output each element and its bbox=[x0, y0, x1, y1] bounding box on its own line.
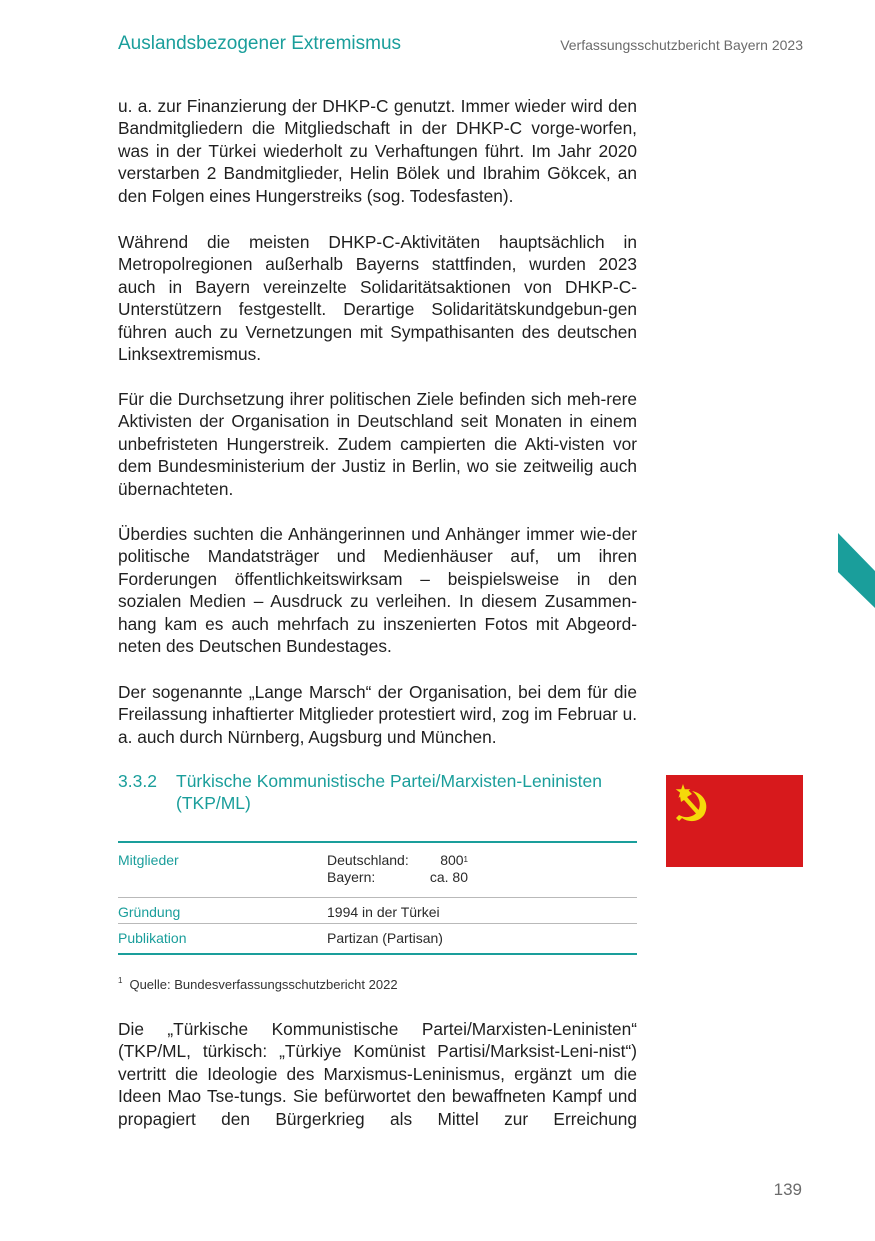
paragraph-text: Der sogenannte „Lange Marsch“ der Organisation, bei dem für die Freilassung inhaftierter Mitglieder protestiert wird, zog im Februar u. a. auch durch Nürnberg, Augsburg und München. bbox=[118, 682, 637, 747]
paragraph-text: Die „Türkische Kommunistische Partei/Marxisten-Leninisten“ (TKP/ML, türkisch: „Türkiye Komünist Partisi/Marksist-Leni-nist“) vertritt die Ideologie des Marxismus-Leninismus, ergänzt um die Ideen Mao Tse-tungs. Sie befürwortet den bewaffneten Kampf und propagiert den Bürgerkrieg als Mittel zur Erreichung bbox=[118, 1019, 637, 1129]
paragraph-6 bbox=[118, 1018, 637, 1130]
paragraph-text: u. a. zur Finanzierung der DHKP-C genutzt. Immer wieder wird den Bandmitgliedern die Mitgliedschaft in der DHKP-C vorge-worfen, was in der Türkei wiederholt zu Verhaftungen führt. Im Jahr 2020 verstarben 2 Bandmitglieder, Helin Bölek und Ibrahim Gökcek, an den Folgen eines Hungerstreiks (sog. Todesfasten). bbox=[118, 96, 637, 206]
footnote-number: 1 bbox=[118, 976, 123, 985]
chapter-tab-marker-icon bbox=[838, 533, 875, 608]
paragraph-3 bbox=[118, 388, 637, 500]
germany-value: $800^1$ bbox=[440, 852, 468, 868]
paragraph-text: Überdies suchten die Anhängerinnen und Anhänger immer wie-der politische Mandatsträger und Medienhäuser auf, um ihren Forderungen öffentlichkeitswirksam – beispielsweise in den sozialen Medien – Ausdruck zu verleihen. In diesem Zusammen-hang kam es auch mehrfach zu inszenierten Fotos mit Abgeord-neten des Deutschen Bundestages. bbox=[118, 524, 637, 657]
paragraph-2 bbox=[118, 231, 637, 365]
founding-label: Gründung bbox=[118, 904, 181, 920]
publication-label: Publikation bbox=[118, 930, 187, 946]
paragraph-text: Während die meisten DHKP-C-Aktivitäten hauptsächlich in Metropolregionen außerhalb Bayerns stattfinden, wurden 2023 auch in Bayern vereinzelte Solidaritätsaktionen von DHKP-C-Unterstützern festgestellt. Derartige Solidaritätskundgebun-gen führen auch zu Vernetzungen mit Sympathisanten des deutschen Linksextremismus. bbox=[118, 232, 637, 365]
section-title: Türkische Kommunistische Partei/Marxisten-Leninisten (TKP/ML) bbox=[176, 771, 602, 813]
table-row bbox=[118, 843, 637, 897]
running-header-report: Verfassungsschutzbericht Bayern 2023 bbox=[560, 37, 803, 53]
members-label: Mitglieder bbox=[118, 852, 179, 868]
paragraph-4 bbox=[118, 523, 637, 657]
members-values bbox=[327, 852, 637, 897]
paragraph-5 bbox=[118, 681, 637, 748]
running-header-section: Auslandsbezogener Extremismus bbox=[118, 33, 402, 54]
hammer-sickle-flag-icon bbox=[666, 775, 803, 867]
germany-label: Deutschland: bbox=[327, 852, 409, 868]
bavaria-label: Bayern: bbox=[327, 869, 376, 885]
footnote bbox=[118, 977, 398, 992]
page-number: 139 bbox=[773, 1180, 802, 1199]
fact-table bbox=[118, 841, 637, 955]
founding-value: 1994 in der Türkei bbox=[327, 904, 440, 920]
bavaria-value: ca. 80 bbox=[429, 869, 468, 885]
publication-value: Partizan (Partisan) bbox=[327, 930, 443, 946]
paragraph-text: Für die Durchsetzung ihrer politischen Ziele befinden sich meh-rere Aktivisten der Organisation in Deutschland seit Monaten in einem unbefristeten Hungerstreik. Zudem campierten die Akti-visten vor dem Bundesministerium der Justiz in Berlin, wo sie zeitweilig auch übernachteten. bbox=[118, 389, 637, 499]
paragraph-1 bbox=[118, 95, 637, 207]
footnote-text: Quelle: Bundesverfassungsschutzbericht 2022 bbox=[129, 977, 398, 992]
footnote-ref: 1 bbox=[463, 855, 468, 864]
table-row bbox=[118, 897, 637, 923]
section-number: 3.3.2 bbox=[118, 771, 157, 791]
table-row bbox=[118, 923, 637, 953]
